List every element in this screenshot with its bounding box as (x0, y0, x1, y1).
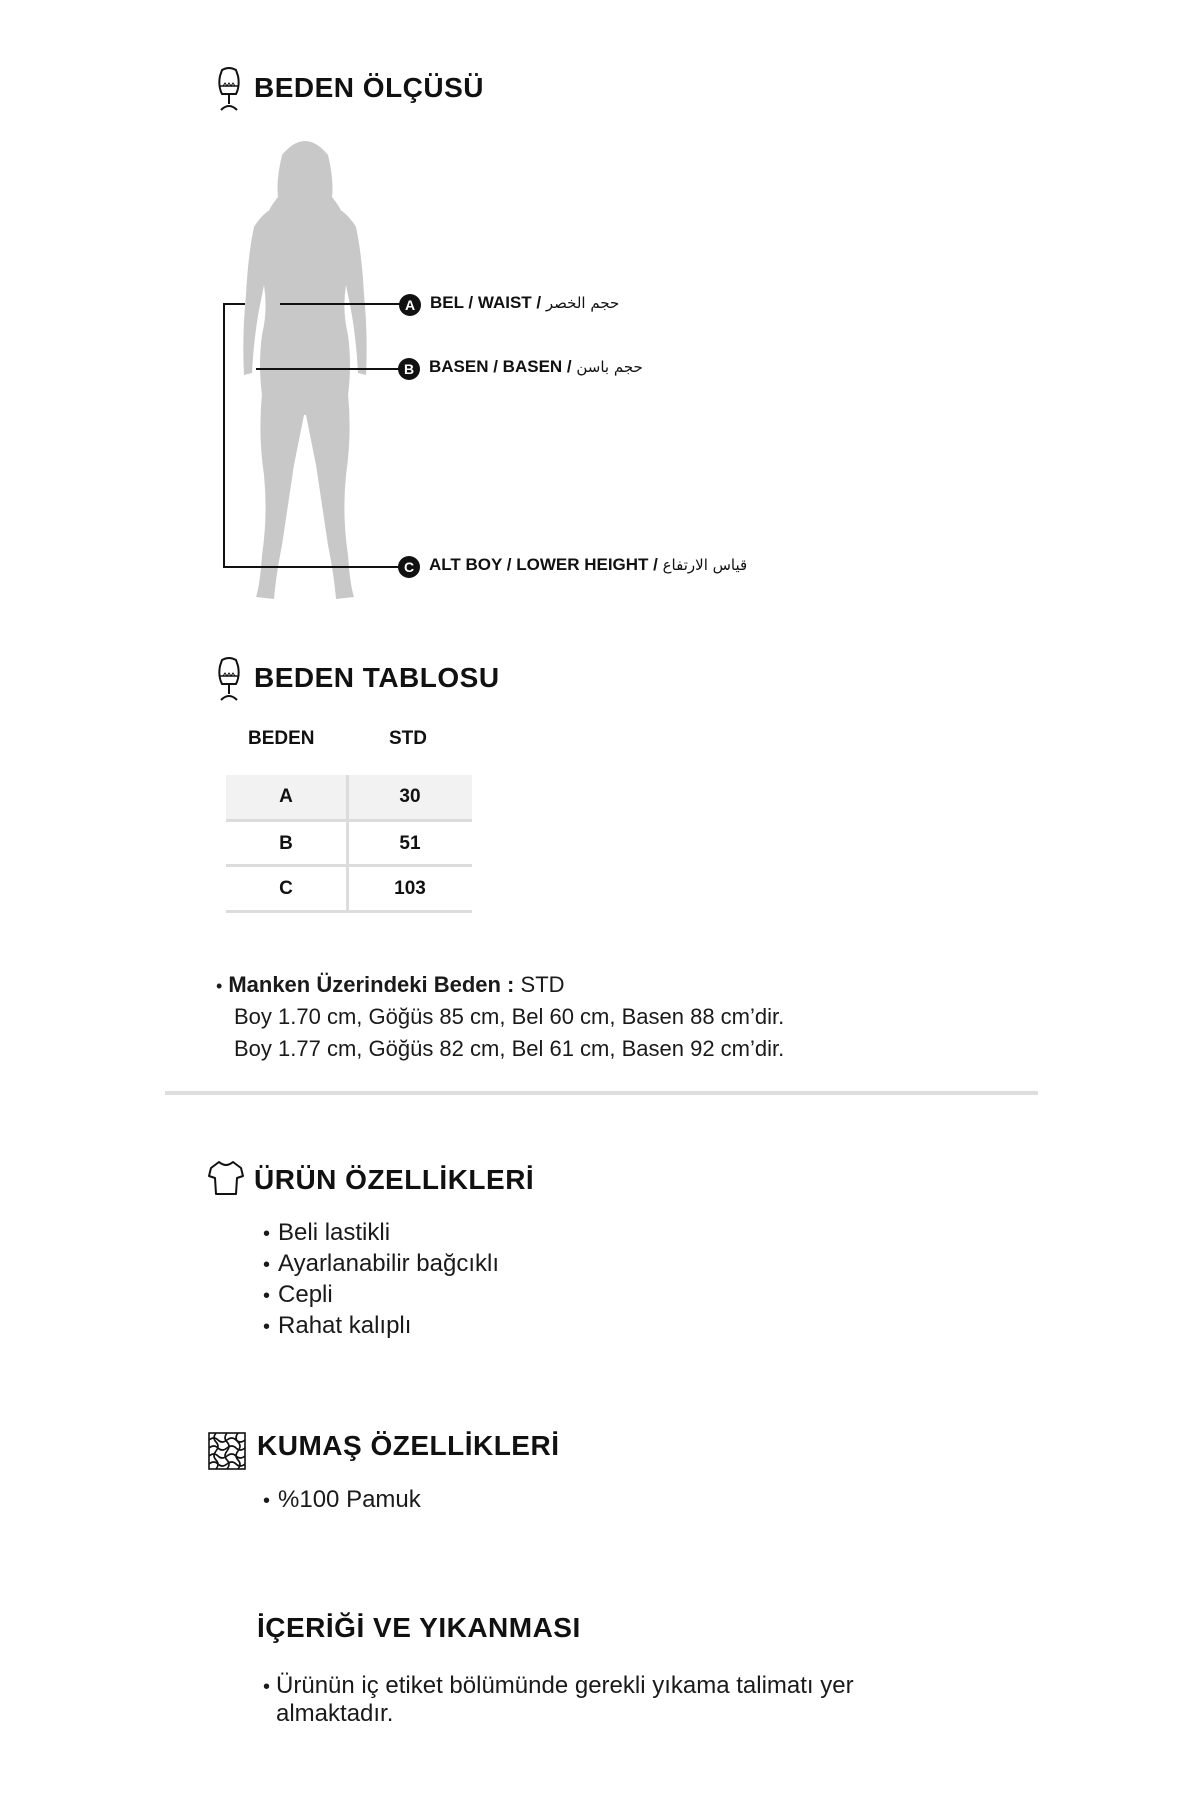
badge-b: B (398, 358, 420, 380)
mannequin-icon (214, 656, 244, 707)
table-cell-value: 30 (399, 786, 421, 807)
table-cell-value: 51 (399, 833, 421, 854)
section-divider (165, 1091, 1038, 1095)
fabric-features-list (263, 1485, 421, 1516)
care-title: İÇERİĞİ VE YIKANMASI (257, 1612, 581, 1643)
list-item: • Cepli (263, 1280, 499, 1311)
size-guide-title: BEDEN ÖLÇÜSÜ (254, 72, 485, 103)
size-table-title: BEDEN TABLOSU (254, 662, 500, 693)
measure-label-b: BASEN / BASEN / حجم باسن (429, 357, 643, 376)
model-measurements-line: Boy 1.70 cm, Göğüs 85 cm, Bel 60 cm, Basen 88 cm’dir. (234, 1004, 785, 1029)
list-item: • %100 Pamuk (263, 1485, 421, 1516)
measure-label-a: BEL / WAIST / حجم الخصر (430, 293, 620, 312)
table-row (226, 867, 472, 911)
measure-line-b (256, 368, 402, 370)
model-measurements-line: Boy 1.77 cm, Göğüs 82 cm, Bel 61 cm, Basen 92 cm’dir. (234, 1036, 785, 1061)
table-cell-size: A (279, 786, 293, 807)
table-column-divider (346, 775, 349, 913)
table-row-divider (226, 910, 472, 913)
care-instruction-line: • Ürünün iç etiket bölümünde gerekli yıkama talimatı yer (263, 1672, 854, 1699)
table-cell-size: C (279, 878, 293, 899)
product-features-list (263, 1218, 499, 1342)
care-instruction-text: Ürünün iç etiket bölümünde gerekli yıkama talimatı yer (276, 1672, 854, 1699)
measure-line-c (223, 566, 401, 568)
model-size-line: • Manken Üzerindeki Beden : STD (216, 972, 565, 997)
product-features-title: ÜRÜN ÖZELLİKLERİ (254, 1164, 535, 1195)
care-instruction-line-2: almaktadır. (276, 1700, 394, 1727)
size-table-header-size: BEDEN (248, 728, 315, 749)
list-item: • Ayarlanabilir bağcıklı (263, 1249, 499, 1280)
model-size-value: STD (520, 972, 565, 997)
size-table-header-std: STD (389, 728, 427, 749)
list-item: • Rahat kalıplı (263, 1311, 499, 1342)
measure-line-a (223, 303, 245, 305)
measure-bracket (223, 303, 225, 566)
table-row (226, 775, 472, 819)
tshirt-icon (207, 1160, 245, 1201)
mannequin-icon (214, 66, 244, 117)
table-cell-value: 103 (394, 878, 426, 899)
badge-c: C (398, 556, 420, 578)
fabric-icon (208, 1432, 246, 1475)
model-size-label: Manken Üzerindeki Beden : (228, 972, 515, 997)
measure-line-a-ext (280, 303, 400, 305)
badge-a: A (399, 294, 421, 316)
fabric-features-title: KUMAŞ ÖZELLİKLERİ (257, 1430, 560, 1461)
table-row (226, 822, 472, 866)
body-silhouette (230, 135, 380, 610)
list-item: • Beli lastikli (263, 1218, 499, 1249)
table-cell-size: B (279, 833, 293, 854)
measure-label-c: ALT BOY / LOWER HEIGHT / قياس الارتفاع (429, 555, 748, 574)
